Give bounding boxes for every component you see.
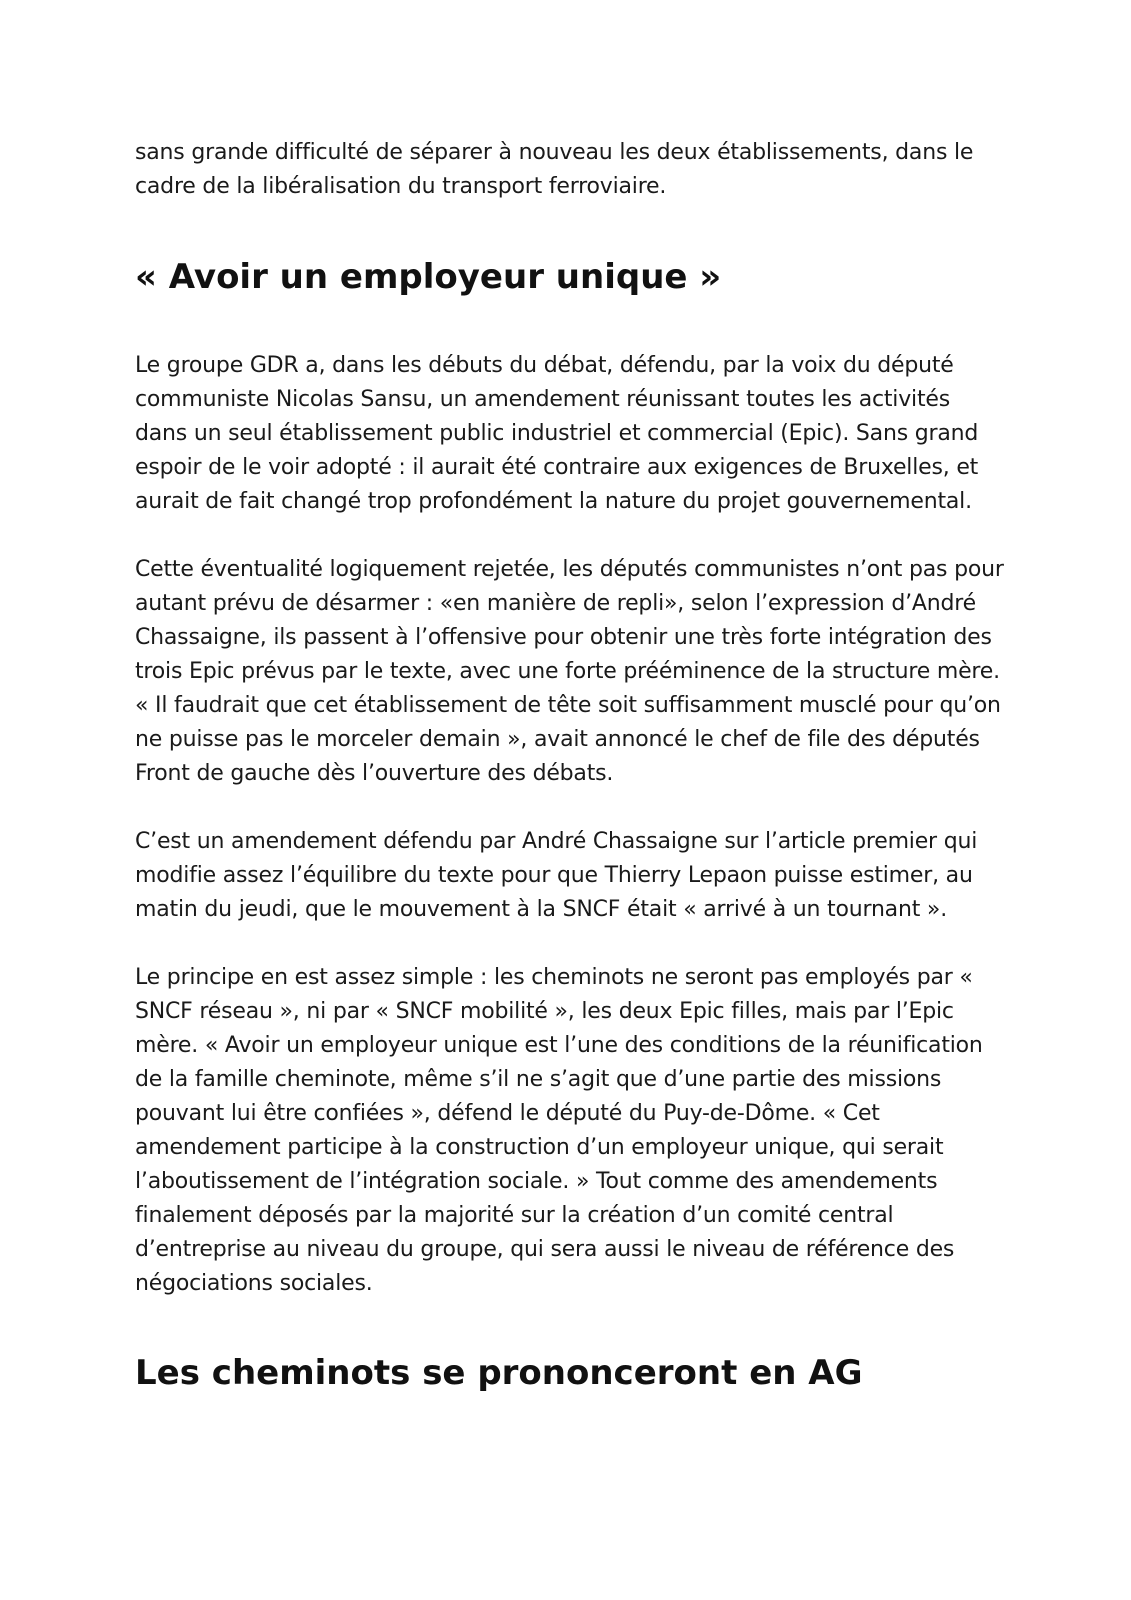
body-paragraph-1: Le groupe GDR a, dans les débuts du débat, défendu, par la voix du député communiste Nicolas Sansu, un amendement réunissant toutes les activités dans un seul établissement public industriel et commercial (Epic). Sans grand espoir de le voir adopté : il aurait été contraire aux exigences de Bruxelles, et aurait de fait changé trop profondément la nature du projet gouvernemental. bbox=[135, 353, 979, 514]
body-paragraph-4: Le principe en est assez simple : les cheminots ne seront pas employés par « SNCF réseau », ni par « SNCF mobilité », les deux Epic filles, mais par l’Epic mère. « Avoir un employeur unique est l’une des conditions de la réunification de la famille cheminote, même s’il ne s’agit que d’une partie des missions pouvant lui être confiées », défend le député du Puy-de-Dôme. « Cet amendement participe à la construction d’un employeur unique, qui serait l’aboutissement de l’intégration sociale. » Tout comme des amendements finalement déposés par la majorité sur la création d’un comité central d’entreprise au niveau du groupe, qui sera aussi le niveau de référence des négociations sociales. bbox=[135, 965, 983, 1296]
section-heading-cheminots-ag: Les cheminots se prononceront en AG bbox=[135, 1353, 863, 1393]
intro-paragraph: sans grande difficulté de séparer à nouveau les deux établissements, dans le cadre de la libéralisation du transport ferroviaire. bbox=[135, 140, 974, 199]
body-paragraph-2: Cette éventualité logiquement rejetée, les députés communistes n’ont pas pour autant prévu de désarmer : «en manière de repli», selon l’expression d’André Chassaigne, ils passent à l’offensive pour obtenir une très forte intégration des trois Epic prévus par le texte, avec une forte prééminence de la structure mère. « Il faudrait que cet établissement de tête soit suffisamment musclé pour qu’on ne puisse pas le morceler demain », avait annoncé le chef de file des députés Front de gauche dès l’ouverture des débats. bbox=[135, 557, 1004, 786]
document-page bbox=[135, 136, 1005, 1393]
section-heading-employeur-unique: « Avoir un employeur unique » bbox=[135, 257, 722, 297]
body-paragraph-3: C’est un amendement défendu par André Chassaigne sur l’article premier qui modifie assez l’équilibre du texte pour que Thierry Lepaon puisse estimer, au matin du jeudi, que le mouvement à la SNCF était « arrivé à un tournant ». bbox=[135, 829, 978, 922]
